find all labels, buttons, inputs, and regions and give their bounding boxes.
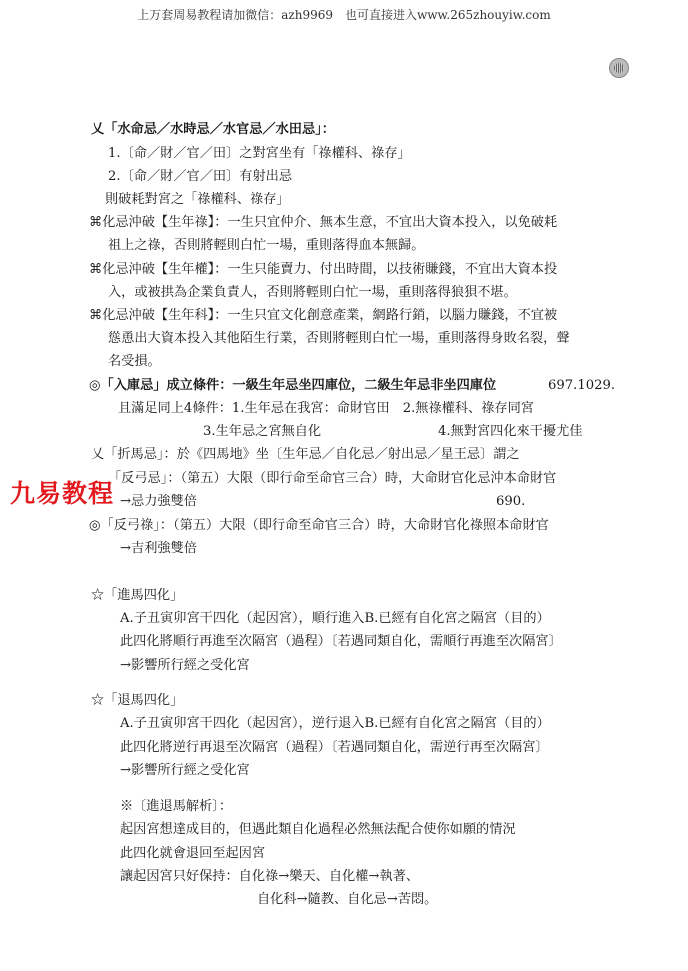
body-line: ◎「反弓祿」：（第五）大限（即行命至命官三合）時，大命財官化祿照本命財官 — [89, 518, 549, 533]
body-line: 慫恿出大資本投入其他陌生行業，否則將輕則白忙一場，重則落得身敗名裂，聲 — [108, 331, 570, 346]
body-line: 「反弓忌」：（第五）大限（即行命至命官三合）時，大命財官化忌沖本命財官 — [108, 471, 557, 486]
watermark-logo: 九易教程 — [10, 479, 115, 508]
body-line: ⌘化忌沖破【生年祿】：一生只宜仲介、無本生意，不宜出大資本投入，以免破耗 — [89, 215, 558, 230]
body-line: ◎「入庫忌」成立條件：一級生年忌坐四庫位，二級生年忌非坐四庫位 — [89, 378, 497, 393]
body-line: 讓起因宮只好保持：自化祿→樂天、自化權→執著、 — [120, 869, 420, 884]
body-line: 1.〔命／財／官／田〕之對宮坐有「祿權科、祿存」 — [108, 146, 411, 161]
body-line: 起因宮想達成目的，但遇此類自化過程必然無法配合使你如願的情況 — [120, 822, 516, 837]
body-line: 入，或被拱為企業負責人，否則將輕則白忙一場，重則落得狼狽不堪。 — [108, 285, 517, 300]
body-line: 乂「折馬忌」：於《四馬地》坐〔生年忌／自化忌／射出忌／星王忌〕謂之 — [91, 447, 520, 462]
body-line: 此四化將順行再進至次隔宮（過程）〔若遇同類自化，需順行再進至次隔宮〕 — [120, 634, 562, 649]
page-ref: 690. — [496, 494, 526, 509]
header-banner: 上万套周易教程请加微信：azh9969 也可直接进入www.265zhouyiw.com — [137, 8, 551, 22]
body-line: ⌘化忌沖破【生年權】：一生只能賣力、付出時間，以技術賺錢，不宜出大資本投 — [89, 262, 558, 277]
seal-icon — [609, 58, 629, 78]
body-line: ☆「退馬四化」 — [91, 693, 184, 708]
body-line: 3.生年忌之宮無自化 — [203, 424, 322, 439]
body-line: 乂「水命忌／水時忌／水官忌／水田忌」： — [91, 122, 335, 137]
body-line: 自化科→隨教、自化忌→苦悶。 — [257, 892, 438, 907]
body-line: A.子丑寅卯宮干四化（起因宮），逆行退入B.已經有自化宮之隔宮（目的） — [120, 716, 550, 731]
body-line: 祖上之祿，否則將輕則白忙一場，重則落得血本無歸。 — [108, 238, 425, 253]
body-line: 此四化將逆行再退至次隔宮（過程）〔若遇同類自化，需逆行再至次隔宮〕 — [120, 740, 549, 755]
body-line: →吉利強雙倍 — [120, 541, 197, 556]
body-line: 4.無對宮四化來干擾尤佳 — [438, 424, 583, 439]
body-line: 此四化就會退回至起因宮 — [120, 846, 266, 861]
body-line: ※〔進退馬解析〕： — [120, 799, 233, 814]
body-line: 2.〔命／財／官／田〕有射出忌 — [108, 169, 293, 184]
body-line: A.子丑寅卯宮干四化（起因宮），順行進入B.已經有自化宮之隔宮（目的） — [120, 611, 550, 626]
body-line: →忌力強雙倍 — [120, 494, 197, 509]
body-line: →影響所行經之受化宮 — [120, 658, 250, 673]
body-line: →影響所行經之受化宮 — [120, 763, 250, 778]
page-ref: 697.1029. — [548, 378, 616, 393]
body-line: ☆「進馬四化」 — [91, 588, 184, 603]
body-line: ⌘化忌沖破【生年科】：一生只宜文化創意產業，網路行銷，以腦力賺錢，不宜被 — [89, 308, 558, 323]
body-line: 則破耗對宮之「祿權科、祿存」 — [105, 192, 290, 207]
body-line: 且滿足同上4條件：1.生年忌在我宮：命財官田 2.無祿權科、祿存同宮 — [118, 401, 534, 416]
body-line: 名受損。 — [108, 354, 161, 369]
